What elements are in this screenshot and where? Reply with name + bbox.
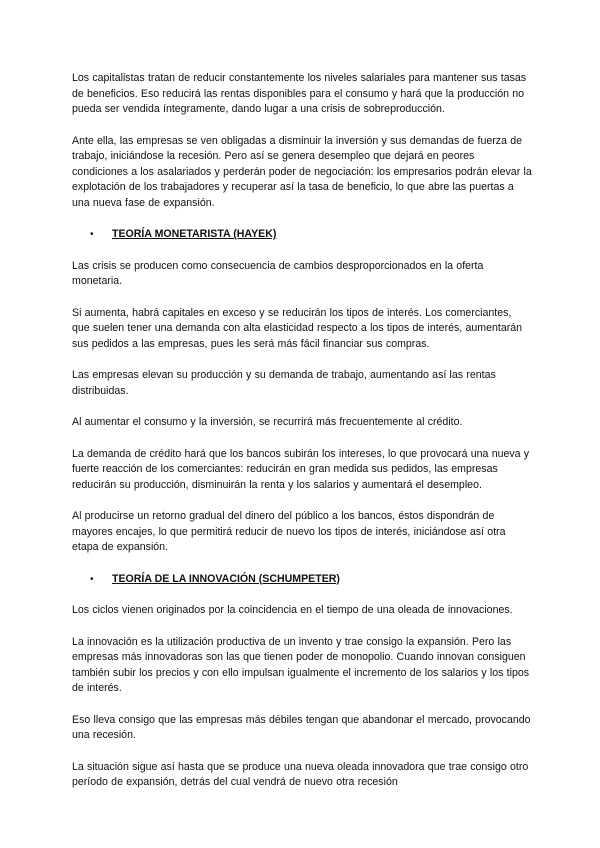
paragraph-innovation-definition: La innovación es la utilización productiva de un invento y trae consigo la expansión. Pero las empresas más innovadoras son las que tienen poder de monopolio. Cuando innovan consiguen también subir los precios y con ello impulsan igualmente el incremento de los salarios y los tipos de interés. xyxy=(72,635,530,694)
paragraph-cycles-origin: Los ciclos vienen originados por la coincidencia en el tiempo de una oleada de innovaciones. xyxy=(72,604,513,616)
paragraph-monetary-supply: Las crisis se producen como consecuencia de cambios desproporcionados en la oferta monetaria. xyxy=(72,259,484,287)
bullet-icon: • xyxy=(90,573,94,585)
paragraph-recession-unemployment: Ante ella, las empresas se ven obligadas a disminuir la inversión y sus demandas de fuerza de trabajo, iniciándose la recesión. Pero así se genera desempleo que dejará en peores condiciones a los asalariados y perderán poder de negociación: los empresarios podrán elevar la explotación de los trabajadores y recuperar así la tasa de beneficio, lo que abre las puertas a una nueva fase de expansión. xyxy=(72,134,532,209)
paragraph-weak-firms: Eso lleva consigo que las empresas más débiles tengan que abandonar el mercado, provocando una recesión. xyxy=(72,713,531,741)
paragraph-capitalist-wages: Los capitalistas tratan de reducir constantemente los niveles salariales para mantener sus tasas de beneficios. Eso reducirá las rentas disponibles para el consumo y hará que la producción no pueda ser vendida íntegramente, dando lugar a una crisis de sobreproducción. xyxy=(72,72,527,115)
heading-innovation-theory xyxy=(72,572,532,588)
bullet-icon: • xyxy=(90,229,94,240)
paragraph-credit: Al aumentar el consumo y la inversión, se recurrirá más frecuentemente al crédito. xyxy=(72,416,463,428)
paragraph-credit-demand: La demanda de crédito hará que los bancos subirán los intereses, lo que provocará una nueva y fuerte reacción de los comerciantes: reducirán en gran medida sus pedidos, las empresas reducirán su producción, disminuirán la renta y los salarios y aumentará el desempleo. xyxy=(72,447,530,491)
heading-monetarist-theory xyxy=(72,227,532,243)
paragraph-capital-excess: Si aumenta, habrá capitales en exceso y se reducirán los tipos de interés. Los comerciantes, que suelen tener una demanda con alta elasticidad respecto a los tipos de interés, aumentarán sus pedidos a las empresas, pues les será más fácil financiar sus compras. xyxy=(72,306,523,350)
document-body xyxy=(72,71,532,807)
paragraph-production-rise: Las empresas elevan su producción y su demanda de trabajo, aumentando así las rentas distribuidas. xyxy=(72,369,496,397)
paragraph-new-wave: La situación sigue así hasta que se produce una nueva oleada innovadora que trae consigo otro período de expansión, detrás del cual vendrá de nuevo otra recesión xyxy=(72,760,529,788)
heading-innovation-text: TEORÍA DE LA INNOVACIÓN (SCHUMPETER) xyxy=(112,572,340,585)
paragraph-money-return: Al producirse un retorno gradual del dinero del público a los bancos, éstos dispondrán de mayores encajes, lo que permitirá reducir de nuevo los tipos de interés, iniciándose así otra etapa de expansión. xyxy=(72,510,506,553)
heading-monetarist-text: TEORÍA MONETARISTA (HAYEK) xyxy=(112,228,277,240)
